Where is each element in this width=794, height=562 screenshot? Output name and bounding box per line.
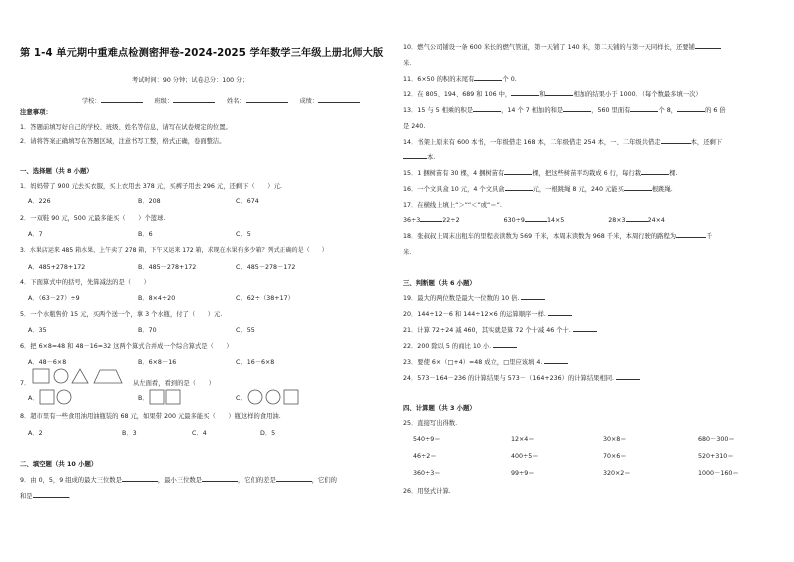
q14-text-a: 14．书架上原来有 600 本书，一年级借走 168 本，二年级借走 254 本，一、二年级共借走: [403, 139, 661, 146]
q3-option-a[interactable]: A．485+278+172: [28, 264, 86, 271]
calc-r3-c1[interactable]: 360÷3＝: [413, 470, 441, 477]
q11-blank[interactable]: [474, 74, 502, 81]
q7-shapes-figure: [32, 366, 132, 386]
calc-r3-c2[interactable]: 99÷9＝: [511, 470, 535, 477]
section-1-title: 一、选择题（共 8 小题）: [20, 167, 93, 175]
question-10: [403, 42, 721, 51]
q1-option-c[interactable]: C．674: [236, 198, 259, 205]
svg-text:A．: A．: [28, 395, 39, 402]
calc-r2-c4[interactable]: 520+310＝: [698, 453, 734, 460]
q20-blank[interactable]: [548, 309, 572, 316]
section-4-title: 四、计算题（共 3 小题）: [403, 404, 476, 412]
question-7-text: 从左面看，看到的是（ ）: [133, 380, 215, 387]
q17-item-5: 28×3: [608, 217, 626, 224]
question-8: 8．超市里有一些食用油用油瓶装的 68 元，如果带 200 元最多能买（ ）瓶这样的食用油.: [20, 413, 281, 420]
q13-cont: 是 240.: [403, 123, 426, 130]
q5-option-a[interactable]: A．35: [28, 327, 47, 334]
q24-text: 24．573－164－236 的计算结果与 573－（164+236）的计算结果相同.: [403, 375, 615, 382]
q17-item-2: 22÷2: [442, 217, 460, 224]
q14-blank-2[interactable]: [403, 152, 427, 159]
q17-compare-row: [403, 215, 665, 224]
section-2-title: 二、填空题（共 10 小题）: [20, 460, 98, 468]
q14-text-c: 本.: [427, 154, 436, 161]
calc-r1-c2[interactable]: 12×4＝: [511, 436, 535, 443]
q2-option-a[interactable]: A．7: [28, 231, 43, 238]
option-a-circle[interactable]: [57, 390, 71, 404]
q23-blank[interactable]: [544, 357, 568, 364]
q17-item-3: 630÷9: [503, 217, 525, 224]
question-12: [403, 89, 702, 98]
q6-option-c[interactable]: C．16－6×8: [236, 359, 275, 366]
q7-options-figure: [28, 387, 318, 407]
q22-text: 22．200 除以 5 的商比 10 小.: [403, 343, 492, 350]
calc-r2-c1[interactable]: 46÷2＝: [413, 453, 437, 460]
q24-blank[interactable]: [616, 373, 640, 380]
question-14: [403, 137, 722, 146]
info-fields: [82, 96, 360, 105]
q13-blank-4[interactable]: [677, 105, 705, 112]
q13-text-b: ，14 个 7 相加的和是: [501, 107, 564, 114]
question-7-number: 7．: [20, 380, 31, 387]
q18-text-a: 18．张叔叔上周末出租车的里程表读数为 569 千米，本周末读数为 968 千米，本周行驶的路程为: [403, 233, 677, 240]
option-c-circle-2[interactable]: [266, 390, 280, 404]
question-4: 4．下面算式中的括号，先算减法的是（ ）: [20, 279, 150, 286]
calc-r3-c4[interactable]: 1000－160＝: [698, 470, 739, 477]
q1-option-a[interactable]: A．226: [28, 198, 51, 205]
q4-option-c[interactable]: C．62÷（38+17）: [236, 295, 294, 302]
q19-text: 19．最大的两位数是最大一位数的 10 倍.: [403, 295, 520, 302]
q16-text-b: 元，一根跳绳 8 元，240 元能买: [532, 186, 624, 193]
q8-option-c[interactable]: C．4: [192, 430, 207, 437]
q16-blank-2[interactable]: [624, 184, 652, 191]
question-15: [403, 168, 677, 177]
q16-blank-1[interactable]: [505, 184, 533, 191]
q14-blank-1[interactable]: [661, 137, 691, 144]
q10-cont: 米.: [403, 60, 412, 67]
question-19: [403, 293, 545, 302]
option-c-circle[interactable]: [248, 390, 262, 404]
q17-item-1: 36÷3: [403, 217, 421, 224]
q17-item-4: 14×5: [546, 217, 565, 224]
q13-text-c: ，560 里面有: [591, 107, 631, 114]
q17-item-6: 24×4: [647, 217, 665, 224]
calc-r1-c4[interactable]: 680－300＝: [698, 436, 735, 443]
svg-text:B．: B．: [138, 395, 149, 402]
notes-title: 注意事项：: [20, 108, 52, 116]
section-3-title: 三、判断题（共 6 小题）: [403, 279, 476, 287]
q3-option-b[interactable]: B．485－278+172: [138, 264, 197, 271]
q9-text-e: 和是: [20, 493, 33, 500]
class-label: 班级：: [154, 98, 174, 105]
q17-blank-2[interactable]: [525, 215, 547, 222]
option-a-square[interactable]: [40, 390, 54, 404]
calc-r2-c2[interactable]: 400÷5＝: [511, 453, 539, 460]
question-11: [403, 74, 517, 83]
school-label: 学校：: [82, 98, 101, 105]
question-9: [20, 475, 337, 484]
q18-text-b: 千: [706, 233, 713, 240]
q8-option-a[interactable]: A．2: [28, 430, 43, 437]
q10-text-a: 10．燃气公司铺设一条 600 米长的燃气管道，第一天铺了 140 米，第二天铺的与第一天同样长，还要铺: [403, 44, 695, 51]
q2-option-b[interactable]: B．6: [138, 231, 153, 238]
q9-blank-4[interactable]: [33, 491, 69, 498]
q12-blank-2[interactable]: [545, 89, 573, 96]
q9-text-d: ，它们的: [311, 477, 337, 484]
calc-r1-c3[interactable]: 30×8＝: [603, 436, 627, 443]
q9-blank-3[interactable]: [276, 475, 312, 482]
q21-text: 21．计算 72÷24 减 460，其实就是算 72 个十减 46 个十.: [403, 327, 571, 334]
q1-option-b[interactable]: B．208: [138, 198, 161, 205]
question-2: 2．一双鞋 90 元，500 元最多能买（ ）个篮球.: [20, 215, 166, 222]
name-blank[interactable]: [246, 96, 288, 103]
q13-blank-2[interactable]: [563, 105, 591, 112]
q6-option-a[interactable]: A．48－6×8: [28, 359, 67, 366]
question-18: [403, 231, 712, 240]
question-9-cont: [20, 491, 75, 500]
question-25: 25．直接写出得数.: [403, 420, 458, 427]
q6-option-b[interactable]: B．6×8－16: [138, 359, 177, 366]
q2-option-c[interactable]: C．5: [236, 231, 251, 238]
page-title: 第 1-4 单元期中重难点检测密押卷-2024-2025 学年数学三年级上册北师大版: [20, 48, 384, 59]
q12-text-c: 相加的结果小于 1000．（每个数最多填一次）: [573, 91, 702, 98]
option-b-square-2[interactable]: [166, 390, 180, 404]
q10-blank[interactable]: [695, 42, 721, 49]
q17-blank-3[interactable]: [626, 215, 648, 222]
q5-option-b[interactable]: B．70: [138, 327, 157, 334]
square-shape: [33, 369, 49, 383]
q15-blank-1[interactable]: [504, 168, 532, 175]
q9-text-a: 9．由 0，5，9 组成的最大三位数是: [20, 477, 122, 484]
option-b-square[interactable]: [150, 390, 164, 404]
q3-option-c[interactable]: C．485－278－172: [236, 264, 296, 271]
q13-blank-1[interactable]: [473, 105, 501, 112]
question-24: [403, 373, 640, 382]
q5-option-c[interactable]: C．55: [236, 327, 255, 334]
question-26: 26．用竖式计算.: [403, 488, 451, 495]
q15-text-c: 棵.: [669, 170, 678, 177]
q18-cont: 米.: [403, 249, 412, 256]
q9-text-c: ，它们的差是: [237, 477, 276, 484]
q14-text-b: 本，还剩下: [690, 139, 723, 146]
question-13: [403, 105, 726, 114]
q16-text-c: 根跳绳.: [651, 186, 673, 193]
q13-blank-3[interactable]: [630, 105, 658, 112]
left-column: [20, 0, 390, 562]
score-blank[interactable]: [318, 96, 360, 103]
q9-text-f: ．: [68, 493, 75, 500]
calc-r3-c3[interactable]: 320×2＝: [603, 470, 631, 477]
q13-text-a: 13．15 与 5 相乘的积是: [403, 107, 474, 114]
triangle-shape: [72, 369, 88, 383]
question-16: [403, 184, 673, 193]
q15-text-b: 棵，把这些树苗平均栽成 6 行，每行栽: [532, 170, 642, 177]
calc-r2-c3[interactable]: 70×6＝: [603, 453, 627, 460]
q9-blank-1[interactable]: [122, 475, 158, 482]
class-blank[interactable]: [173, 96, 215, 103]
calc-r1-c1[interactable]: 540÷9＝: [413, 436, 441, 443]
svg-text:C．: C．: [236, 395, 247, 402]
q15-text-a: 15．1 捆树苗有 30 棵，4 捆树苗有: [403, 170, 505, 177]
note-1: 1．答题前填写好自己的学校、班级、姓名等信息，请写在试卷规定的位置。: [20, 124, 232, 131]
q21-blank[interactable]: [573, 325, 597, 332]
question-20: [403, 309, 572, 318]
q19-blank[interactable]: [521, 293, 545, 300]
q12-text-a: 12．在 805、194、689 和 106 中，: [403, 91, 512, 98]
score-label: 成绩：: [299, 98, 319, 105]
q4-option-a[interactable]: A．（63－27）÷9: [28, 295, 80, 302]
q17-blank-1[interactable]: [420, 215, 442, 222]
q13-text-d: 个 8，: [658, 107, 678, 114]
name-label: 姓名：: [227, 98, 246, 105]
exam-info: 考试时间：90 分钟；试卷总分：100 分；: [132, 77, 249, 84]
q4-option-b[interactable]: B．8×4÷20: [138, 295, 176, 302]
q22-blank[interactable]: [493, 341, 517, 348]
q9-blank-2[interactable]: [202, 475, 238, 482]
q11-text-b: 个 0.: [502, 76, 517, 83]
question-17: 17．在横线上填上“＞”“＜”或“＝”.: [403, 202, 502, 209]
q13-text-e: 的 6 倍: [705, 107, 726, 114]
q8-option-b[interactable]: B．3: [122, 430, 137, 437]
q12-blank-1[interactable]: [511, 89, 539, 96]
q15-blank-2[interactable]: [641, 168, 669, 175]
circle-shape: [54, 369, 68, 383]
question-1: 1．妈妈带了 900 元去买衣服，买上衣用去 378 元，买裤子用去 296 元，还剩下（ ）元.: [20, 183, 282, 190]
q12-text-b: 和: [539, 91, 546, 98]
q11-text-a: 11．6×50 的积的末尾有: [403, 76, 475, 83]
school-blank[interactable]: [101, 96, 143, 103]
q14-cont: [403, 152, 435, 161]
q16-text-a: 16．一个文具盒 10 元，4 个文具盒: [403, 186, 505, 193]
question-6: 6．把 6×8=48 和 48－16=32 这两个算式合并成一个综合算式是（ ）: [20, 343, 233, 350]
q20-text: 20．144÷12－6 和 144÷12×6 的运算顺序一样.: [403, 311, 546, 318]
q23-text: 23．要使 6×（□+4）=48 成立，□里应该填 4.: [403, 359, 543, 366]
question-22: [403, 341, 517, 350]
q9-text-b: ，最小三位数是: [157, 477, 202, 484]
option-c-square[interactable]: [284, 390, 298, 404]
trapezoid-shape: [94, 370, 122, 383]
right-column: [403, 0, 783, 562]
q18-blank[interactable]: [676, 231, 706, 238]
question-3: 3．水果店运来 485 箱水果，上午卖了 278 箱，下午又运来 172 箱，求现在水果有多少箱？列式正确的是（ ）: [20, 247, 328, 254]
note-2: 2．请将答案正确填写在答题区域，注意书写工整，格式正确，卷面整洁。: [20, 138, 226, 145]
question-5: 5．一个水瓶售价 15 元，买两个送一个，拿 3 个水瓶，付了（ ）元.: [20, 311, 223, 318]
question-21: [403, 325, 597, 334]
q8-option-d[interactable]: D．5: [260, 430, 276, 437]
question-23: [403, 357, 568, 366]
